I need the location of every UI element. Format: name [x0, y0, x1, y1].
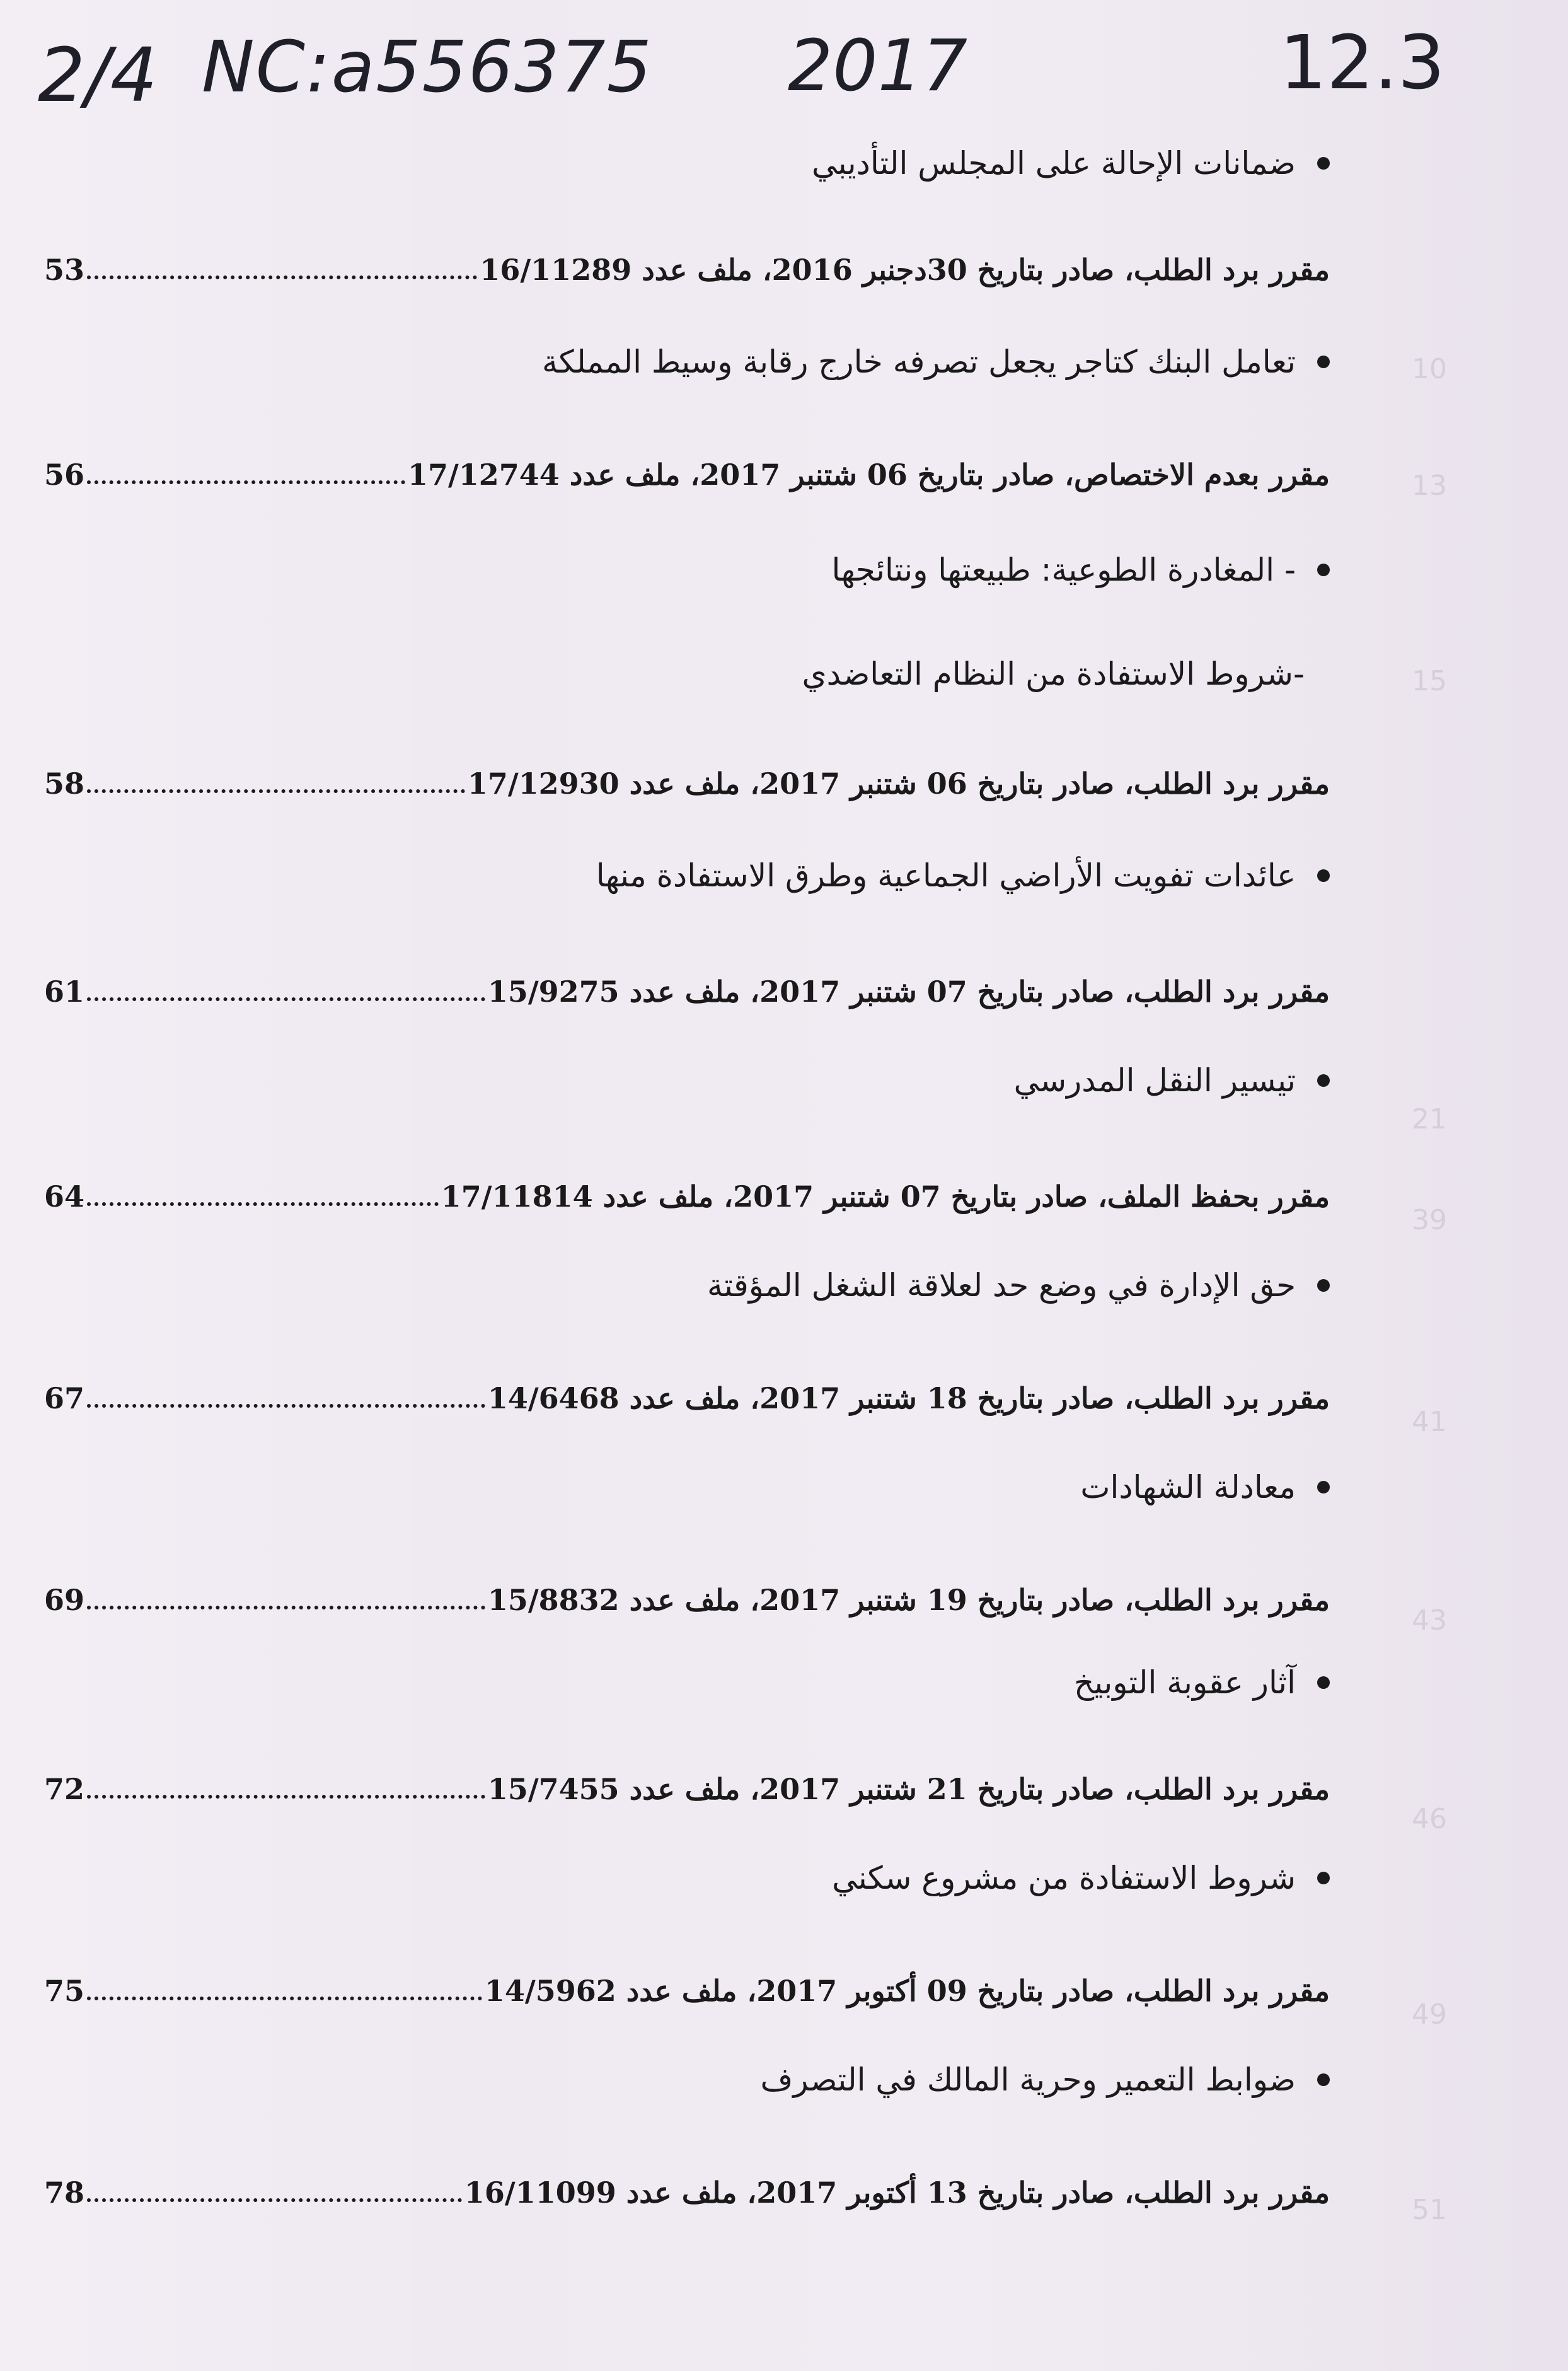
bleed-through: 39 — [1412, 1204, 1447, 1236]
entry-title: ضوابط التعمير وحرية المالك في التصرف — [760, 2061, 1330, 2098]
toc-line — [44, 448, 1330, 492]
bullet-icon — [1317, 157, 1330, 170]
dot-leader — [87, 1795, 485, 1799]
dot-leader — [87, 1202, 439, 1206]
bleed-through: 46 — [1412, 1803, 1447, 1835]
bullet-icon — [1317, 1074, 1330, 1087]
entry-description: مقرر برد الطلب، صادر بتاريخ 13 أكتوبر 2017، ملف عدد 16/11099 — [464, 2176, 1330, 2210]
dot-leader — [87, 275, 477, 279]
dot-leader — [87, 480, 405, 484]
page-number: 75 — [44, 1974, 85, 2008]
toc-line — [44, 1573, 1330, 1617]
toc-line — [44, 243, 1330, 287]
dot-leader — [87, 1404, 485, 1408]
toc-line — [44, 757, 1330, 801]
entry-description: مقرر بعدم الاختصاص، صادر بتاريخ 06 شتنبر 2017، ملف عدد 17/12744 — [407, 458, 1330, 492]
entry-title: عائدات تفويت الأراضي الجماعية وطرق الاستفادة منها — [596, 857, 1330, 894]
dot-leader — [87, 1606, 485, 1609]
bullet-icon — [1317, 1872, 1330, 1884]
bullet-icon — [1317, 2073, 1330, 2086]
entry-title: تعامل البنك كتاجر يجعل تصرفه خارج رقابة وسيط المملكة — [542, 344, 1330, 380]
dot-leader — [87, 1997, 482, 2000]
entry-description: مقرر برد الطلب، صادر بتاريخ 18 شتنبر 2017، ملف عدد 14/6468 — [487, 1381, 1330, 1415]
entry-title: شروط الاستفادة من مشروع سكني — [832, 1860, 1330, 1896]
toc-line — [44, 1964, 1330, 2008]
entry-description: مقرر برد الطلب، صادر بتاريخ 07 شتنبر 2017، ملف عدد 15/9275 — [487, 975, 1330, 1009]
page-number: 61 — [44, 975, 85, 1009]
bleed-through: 13 — [1412, 470, 1447, 502]
entry-title: حق الإدارة في وضع حد لعلاقة الشغل المؤقتة — [707, 1267, 1330, 1304]
toc-line — [44, 1762, 1330, 1806]
entry-description: مقرر برد الطلب، صادر بتاريخ 21 شتنبر 2017، ملف عدد 15/7455 — [487, 1772, 1330, 1806]
handwritten-fraction: 2/4 — [38, 32, 158, 119]
entry-title: تيسير النقل المدرسي — [1014, 1062, 1330, 1099]
entry-title: معادلة الشهادات — [1080, 1469, 1330, 1505]
bleed-through: 10 — [1412, 353, 1447, 385]
page-number: 78 — [44, 2176, 85, 2210]
bleed-through: 43 — [1412, 1604, 1447, 1637]
dot-leader — [87, 997, 485, 1001]
handwritten-reference: NC:a556375 — [202, 26, 653, 108]
toc-line — [44, 1371, 1330, 1415]
handwritten-year: 2017 — [788, 25, 968, 107]
page-number: 64 — [44, 1180, 85, 1214]
page-number: 72 — [44, 1772, 85, 1806]
dot-leader — [87, 2198, 462, 2202]
page-number: 58 — [44, 767, 85, 801]
bullet-icon — [1317, 564, 1330, 576]
entry-title: ضمانات الإحالة على المجلس التأديبي — [812, 145, 1330, 182]
entry-description: مقرر بحفظ الملف، صادر بتاريخ 07 شتنبر 2017، ملف عدد 17/11814 — [441, 1180, 1330, 1214]
bleed-through: 49 — [1412, 1998, 1447, 2031]
bleed-through: 15 — [1412, 665, 1447, 697]
page-number: 67 — [44, 1381, 85, 1415]
bleed-through: 41 — [1412, 1406, 1447, 1438]
page-number: 69 — [44, 1583, 85, 1617]
handwritten-header — [25, 13, 1494, 119]
bullet-icon — [1317, 356, 1330, 368]
entry-title: آثار عقوبة التوبيخ — [1074, 1664, 1330, 1701]
entry-description: مقرر برد الطلب، صادر بتاريخ 06 شتنبر 2017، ملف عدد 17/12930 — [467, 767, 1330, 801]
bleed-through: 51 — [1412, 2194, 1447, 2226]
page-number: 53 — [44, 253, 85, 287]
entry-subtitle: -شروط الاستفادة من النظام التعاضدي — [802, 656, 1305, 692]
entry-description: مقرر برد الطلب، صادر بتاريخ 19 شتنبر 2017، ملف عدد 15/8832 — [487, 1583, 1330, 1617]
bullet-icon — [1317, 1676, 1330, 1689]
page-number: 56 — [44, 458, 85, 492]
toc-line — [44, 965, 1330, 1009]
toc-line — [44, 2165, 1330, 2210]
handwritten-number: 12.3 — [1279, 19, 1445, 106]
entry-title: - المغادرة الطوعية: طبيعتها ونتائجها — [832, 552, 1330, 588]
bullet-icon — [1317, 1481, 1330, 1493]
bleed-through: 21 — [1412, 1103, 1447, 1135]
entry-description: مقرر برد الطلب، صادر بتاريخ 30دجنبر 2016، ملف عدد 16/11289 — [480, 253, 1330, 287]
toc-line — [44, 1169, 1330, 1214]
bullet-icon — [1317, 869, 1330, 882]
bullet-icon — [1317, 1279, 1330, 1292]
dot-leader — [87, 789, 465, 793]
entry-description: مقرر برد الطلب، صادر بتاريخ 09 أكتوبر 2017، ملف عدد 14/5962 — [484, 1974, 1330, 2008]
